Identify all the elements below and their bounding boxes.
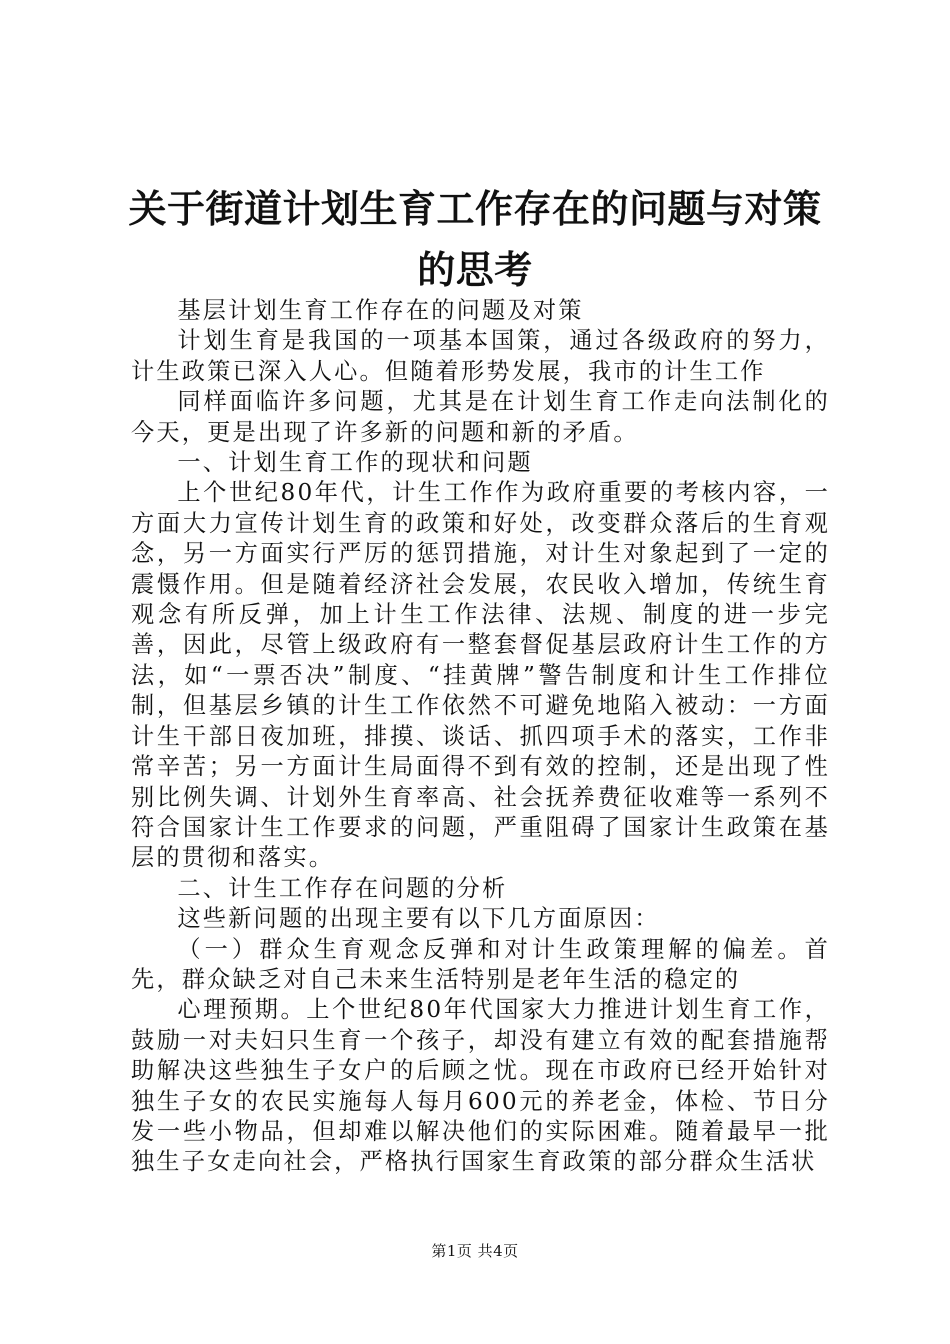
paragraph: 同样面临许多问题，尤其是在计划生育工作走向法制化的今天，更是出现了许多新的问题和新的矛盾。 xyxy=(131,388,830,446)
document-title: 关于街道计划生育工作存在的问题与对策的思考 xyxy=(128,186,822,292)
paragraph: 计划生育是我国的一项基本国策，通过各级政府的努力，计生政策已深入人心。但随着形势发展，我市的计生工作 xyxy=(131,327,830,385)
section-heading: 一、计划生育工作的现状和问题 xyxy=(177,449,533,477)
paragraph: 上个世纪80年代，计生工作作为政府重要的考核内容，一方面大力宣传计划生育的政策和好处，改变群众落后的生育观念，另一方面实行严厉的惩罚措施，对计生对象起到了一定的震慑作用。但是随着经济社会发展，农民收入增加，传统生育观念有所反弹，加上计生工作法律、法规、制度的进一步完善，因此，尽管上级政府有一整套督促基层政府计生工作的方法，如“一票否决”制度、“挂黄牌”警告制度和计生工作排位制，但基层乡镇的计生工作依然不可避免地陷入被动：一方面计生干部日夜加班，排摸、谈话、抓四项手术的落实，工作非常辛苦；另一方面计生局面得不到有效的控制，还是出现了性别比例失调、计划外生育率高、社会抚养费征收难等一系列不符合国家计生工作要求的问题，严重阻碍了国家计生政策在基层的贯彻和落实。 xyxy=(131,479,830,872)
page-number: 第1页 共4页 xyxy=(431,1242,519,1260)
paragraph: 心理预期。上个世纪80年代国家大力推进计划生育工作，鼓励一对夫妇只生育一个孩子，却没有建立有效的配套措施帮助解决这些独生子女户的后顾之忧。现在市政府已经开始针对独生子女的农民实施每人每月600元的养老金，体检、节日分发一些小物品，但却难以解决他们的实际困难。随着最早一批独生子女走向社会，严格执行国家生育政策的部分群众生活状 xyxy=(131,996,830,1176)
section-heading: 二、计生工作存在问题的分析 xyxy=(177,874,508,902)
paragraph: （一）群众生育观念反弹和对计生政策理解的偏差。首先，群众缺乏对自己未来生活特别是老年生活的稳定的 xyxy=(131,935,830,993)
paragraph: 这些新问题的出现主要有以下几方面原因： xyxy=(177,905,660,933)
document-body xyxy=(131,296,830,1178)
paragraph: 基层计划生育工作存在的问题及对策 xyxy=(177,297,584,324)
